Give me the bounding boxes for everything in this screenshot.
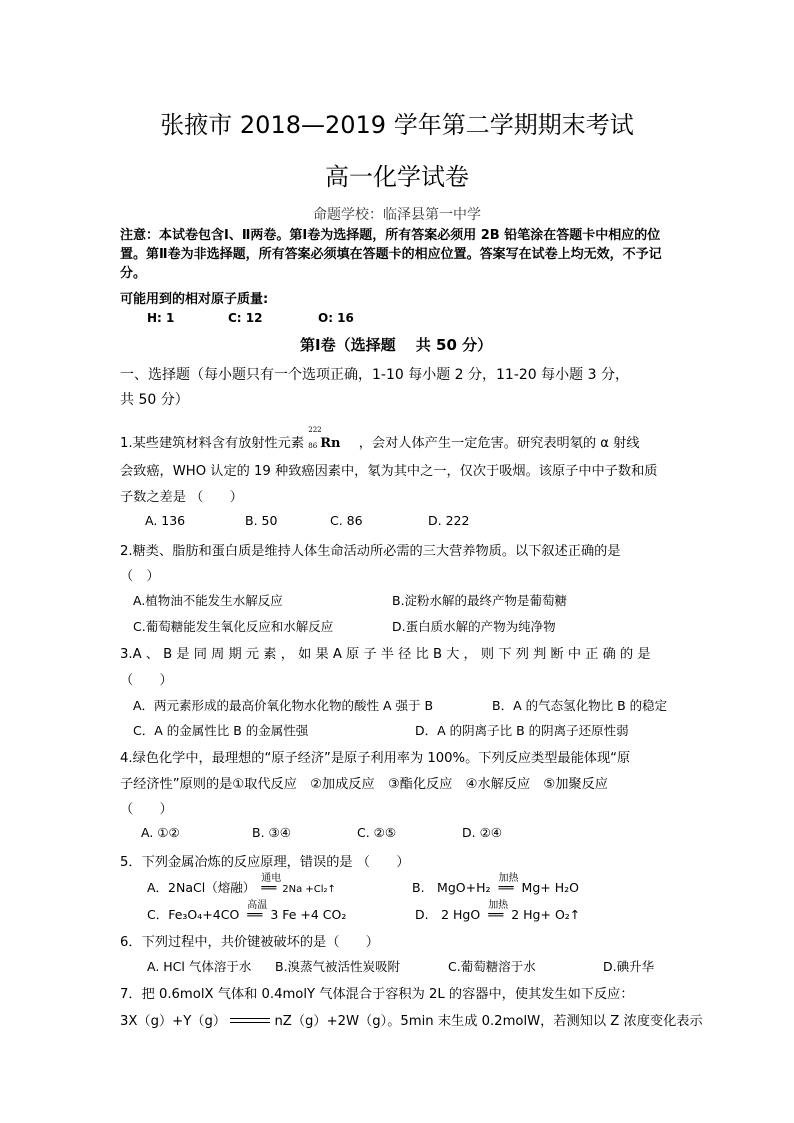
- q1-line2: 会致癌，WHO 认定的 19 种致癌因素中，氡为其中之一，仅次于吸烟。该原子中中子数和质: [120, 464, 658, 479]
- q5-a-product: 2Na +Cl₂↑: [282, 884, 336, 895]
- q5-c-product: 3 Fe +4 CO₂: [270, 907, 347, 922]
- q1-option-d: D. 222: [428, 513, 470, 528]
- q3-option-d: D．A 的阴离子比 B 的阴离子还原性弱: [415, 723, 629, 738]
- q5-b-condition: 加热: [498, 873, 519, 884]
- q5-a-condition: 通电: [261, 873, 282, 884]
- q1-text-a: 1.某些建筑材料含有放射性元素: [120, 436, 305, 451]
- q5-option-b: [412, 873, 579, 896]
- q5-d-condition: 加热: [488, 900, 509, 911]
- exam-title: 张掖市 2018—2019 学年第二学期期末考试: [160, 111, 634, 139]
- q5-d-arrow: 加热 ══: [488, 907, 503, 922]
- q3-option-b: B．A 的气态氢化物比 B 的稳定: [492, 698, 668, 713]
- q1-line1: [120, 426, 640, 451]
- q6-option-c: C.葡萄糖溶于水: [448, 959, 536, 974]
- isotope-z: 86: [308, 442, 318, 450]
- q5-b-reactant: B. MgO+H₂: [412, 880, 491, 895]
- q6-option-b: B.溴蒸气被活性炭吸附: [275, 959, 401, 974]
- q5-option-d: [415, 900, 581, 923]
- q2-line2: （ ）: [120, 569, 160, 584]
- section-line1: 一、选择题（每小题只有一个选项正确，1-10 每小题 2 分，11-20 每小题 3 分，: [120, 367, 629, 383]
- q6-line1: 6．下列过程中，共价键被破坏的是（ ）: [120, 935, 379, 950]
- q3-line2: （ ）: [120, 673, 173, 688]
- isotope-mass: 222: [308, 426, 322, 434]
- mass-o: O: 16: [318, 311, 354, 325]
- q5-option-c: [147, 900, 347, 923]
- q3-line1: 3.A 、 B 是 同 周 期 元 素 ， 如 果 A 原 子 半 径 比 B 大 ， 则 下 列 判 断 中 正 确 的 是: [120, 647, 651, 662]
- atomic-mass-label: 可能用到的相对原子质量:: [120, 292, 269, 307]
- q7-reactants: 3X（g）+Y（g）: [120, 1014, 227, 1029]
- q5-c-arrow: 高温 ══: [247, 907, 262, 922]
- exam-subtitle: 高一化学试卷: [325, 163, 469, 191]
- q5-c-condition: 高温: [247, 900, 268, 911]
- part1-heading: 第Ⅰ卷（选择题 共 50 分）: [300, 336, 493, 354]
- q4-option-a: A. ①②: [141, 825, 180, 840]
- q2-option-d: D.蛋白质水解的产物为纯净物: [392, 619, 556, 634]
- q2-option-c: C.葡萄糖能发生氧化反应和水解反应: [133, 619, 334, 634]
- q5-c-reactant: C．Fe₃O₄+4CO: [147, 907, 240, 922]
- q5-d-reactant: D. 2 HgO: [415, 907, 481, 922]
- q5-b-product: Mg+ H₂O: [521, 880, 579, 895]
- q5-b-arrow: 加热 ══: [498, 880, 513, 895]
- q1-option-c: C. 86: [330, 513, 363, 528]
- q7-line1: 7．把 0.6molX 气体和 0.4molY 气体混合于容积为 2L 的容器中，使其发生如下反应：: [120, 987, 634, 1002]
- section-line2: 共 50 分）: [120, 392, 189, 408]
- q1-option-b: B. 50: [245, 513, 278, 528]
- q1-text-b: ，会对人体产生一定危害。研究表明氡的 α 射线: [358, 436, 640, 451]
- q5-a-reactant: A．2NaCl（熔融）: [147, 880, 256, 895]
- q1-line3: 子数之差是 （ ）: [120, 490, 243, 505]
- q5-a-arrow: 通电 ══: [261, 880, 276, 895]
- q3-option-c: C．A 的金属性比 B 的金属性强: [133, 723, 309, 738]
- radon-isotope: [308, 426, 341, 451]
- school-line: 命题学校：临泽县第一中学: [313, 207, 481, 223]
- q4-option-c: C. ②⑤: [357, 825, 397, 840]
- q3-option-a: A．两元素形成的最高价氧化物水化物的酸性 A 强于 B: [133, 698, 434, 713]
- reversible-arrow-icon: [230, 1016, 270, 1026]
- q7-products-text: nZ（g）+2W（g）。5min 末生成 0.2molW，若测知以 Z 浓度变化表示: [274, 1014, 703, 1029]
- q1-option-a: A. 136: [145, 513, 186, 528]
- q4-line2: 子经济性”原则的是①取代反应 ②加成反应 ③酯化反应 ④水解反应 ⑤加聚反应: [120, 777, 608, 792]
- q6-option-d: D.碘升华: [603, 959, 655, 974]
- q4-option-d: D. ②④: [462, 825, 502, 840]
- exam-notice: 注意：本试卷包含Ⅰ、Ⅱ两卷。第Ⅰ卷为选择题，所有答案必须用 2B 铅笔涂在答题卡中相应的位置。第Ⅱ卷为非选择题，所有答案必须填在答题卡的相应位置。答案写在试卷上均无效，不予记分。: [120, 228, 662, 281]
- q5-d-product: 2 Hg+ O₂↑: [511, 907, 581, 922]
- q5-option-a: [147, 873, 336, 896]
- q5-line1: 5．下列金属冶炼的反应原理，错误的是 （ ）: [120, 855, 410, 870]
- q4-option-b: B. ③④: [252, 825, 291, 840]
- mass-h: H: 1: [147, 311, 175, 325]
- q6-option-a: A. HCl 气体溶于水: [147, 959, 252, 974]
- q2-line1: 2.糖类、脂肪和蛋白质是维持人体生命活动所必需的三大营养物质。以下叙述正确的是: [120, 544, 621, 559]
- q2-option-a: A.植物油不能发生水解反应: [133, 593, 283, 608]
- isotope-symbol: Rn: [320, 436, 341, 451]
- q4-line3: （ ）: [120, 802, 173, 817]
- q7-line2: [120, 1010, 703, 1029]
- q2-option-b: B.淀粉水解的最终产物是葡萄糖: [392, 593, 568, 608]
- mass-c: C: 12: [228, 311, 263, 325]
- q4-line1: 4.绿色化学中，最理想的“原子经济”是原子利用率为 100%。下列反应类型最能体现“原: [120, 751, 631, 766]
